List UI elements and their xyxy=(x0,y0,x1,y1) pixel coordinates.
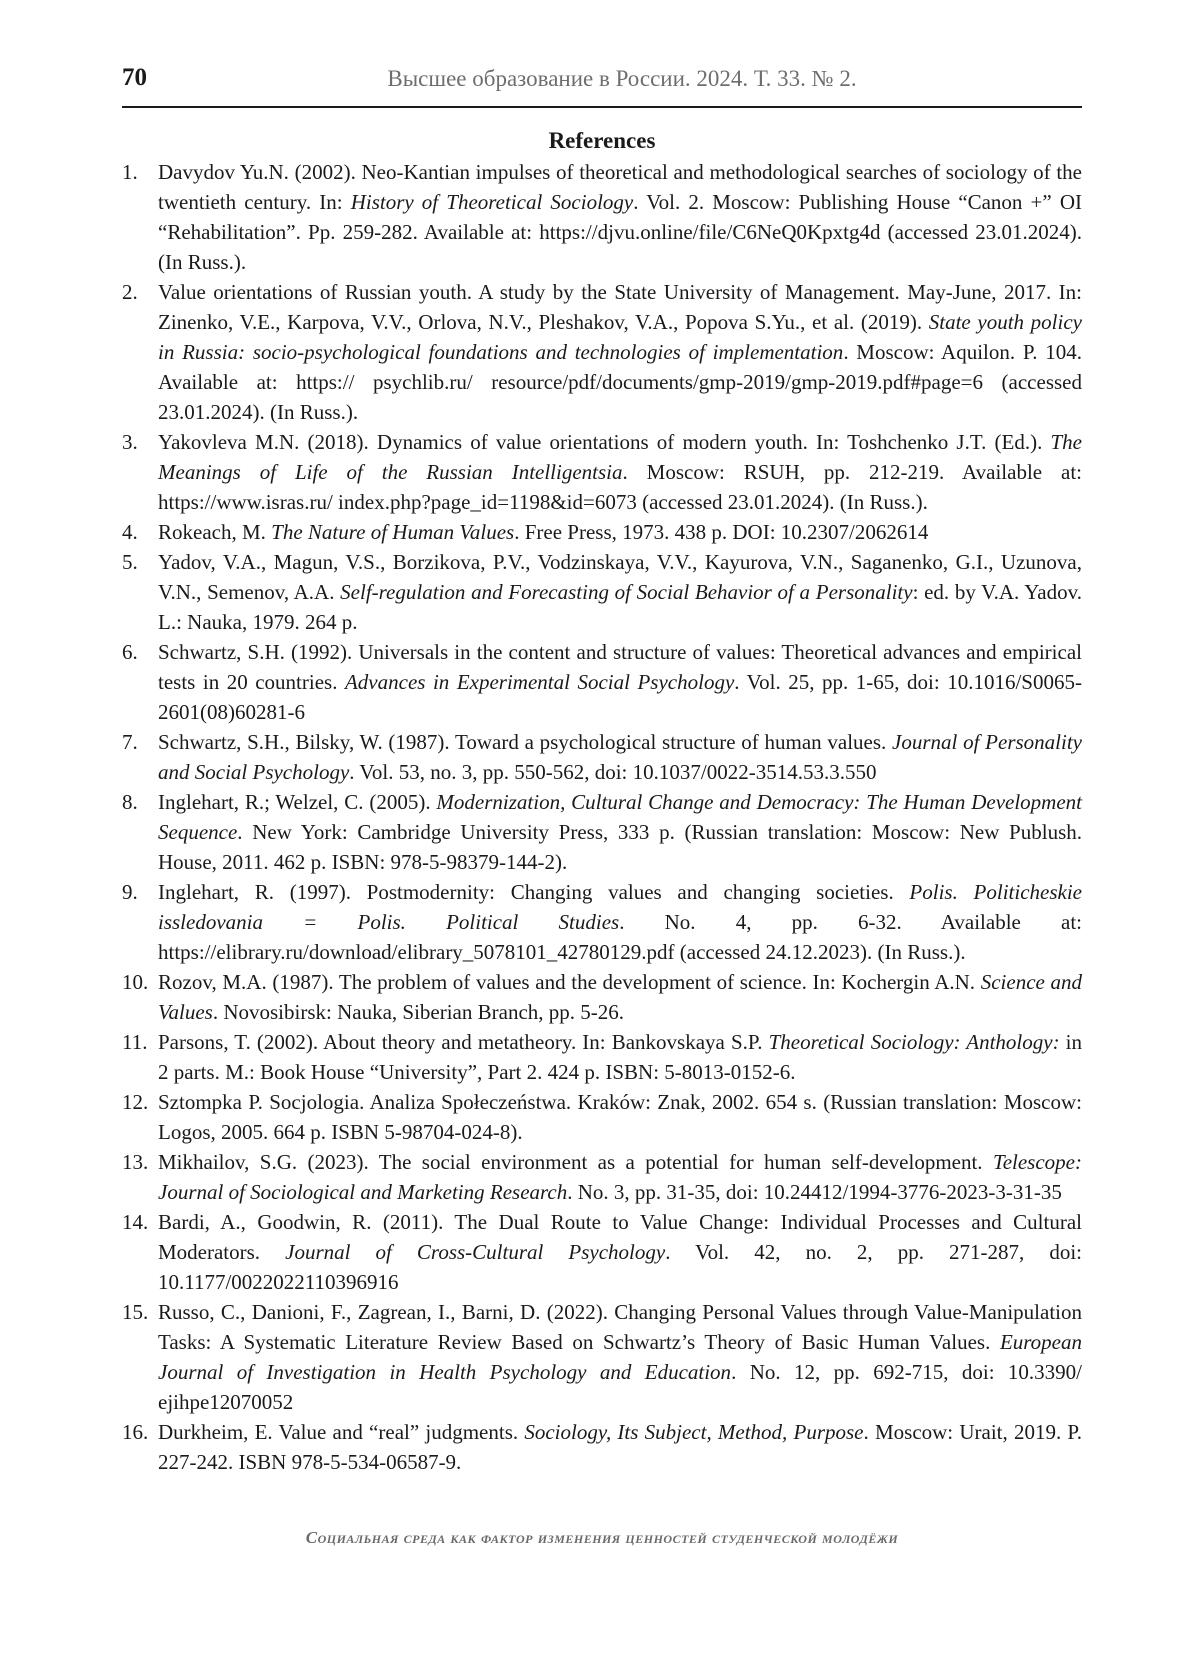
reference-source-title: Self-regulation and Forecasting of Social Behavior of a Personality xyxy=(340,580,913,604)
reference-text: Mikhailov, S.G. (2023). The social environment as a potential for human self-development. xyxy=(158,1150,993,1174)
reference-source-title: Science and Values xyxy=(158,970,1082,1024)
reference-source-title: Advances in Experimental Social Psychology xyxy=(344,670,735,694)
reference-text: Schwartz, S.H., Bilsky, W. (1987). Toward a psychological structure of human values. xyxy=(158,730,893,754)
reference-source-title: Polis. Politicheskie issledovania = Polis. Political Studies xyxy=(158,880,1083,934)
reference-item xyxy=(122,637,1082,727)
reference-item xyxy=(122,877,1082,967)
reference-text: Rozov, M.A. (1987). The problem of values and the development of science. In: Kochergin A.N. xyxy=(158,970,981,994)
reference-text: . No. 12, pp. 692-715, doi: 10.3390/ ejihpe12070052 xyxy=(158,1360,1082,1414)
journal-title: Высшее образование в России. 2024. Т. 33. № 2. xyxy=(387,66,857,91)
reference-text: Yadov, V.A., Magun, V.S., Borzikova, P.V., Vodzinskaya, V.V., Kayurova, V.N., Saganenko, G.I., Uzunova, V.N., Semenov, A.A. xyxy=(158,550,1082,604)
reference-number: 4. xyxy=(122,520,138,544)
reference-text: . Vol. 53, no. 3, pp. 550-562, doi: 10.1037/0022-3514.53.3.550 xyxy=(349,760,877,784)
reference-text: Value orientations of Russian youth. A study by the State University of Management. May-June, 2017. In: Zinenko, V.E., Karpova, V.V., Orlova, N.V., Pleshakov, V.A., Popova S.Yu., et al. (2019). xyxy=(158,280,1082,334)
reference-text: . Vol. 2. Moscow: Publishing House “Canon +” OI “Rehabilitation”. Pp. 259-282. Available at: https://djvu.online/file/C6NeQ0Kpxtg4d (accessed 23.01.2024). (In Russ.). xyxy=(158,190,1082,274)
reference-number: 9. xyxy=(122,880,138,904)
reference-item xyxy=(122,967,1082,1027)
reference-text: . No. 3, pp. 31-35, doi: 10.24412/1994-3776-2023-3-31-35 xyxy=(567,1180,1062,1204)
reference-text: Yakovleva M.N. (2018). Dynamics of value orientations of modern youth. In: Toshchenko J.T. (Ed.). xyxy=(158,430,1051,454)
reference-number: 3. xyxy=(122,430,138,454)
reference-text: Inglehart, R.; Welzel, C. (2005). xyxy=(158,790,437,814)
reference-item xyxy=(122,277,1082,427)
reference-text: . No. 4, pp. 6-32. Available at: https://elibrary.ru/download/elibrary_5078101_42780129.pdf (accessed 24.12.2023). (In Russ.). xyxy=(158,910,1083,964)
references-section xyxy=(122,126,1082,1477)
reference-text: . Vol. 42, no. 2, pp. 271-287, doi: 10.1177/0022022110396916 xyxy=(158,1240,1082,1294)
reference-number: 1. xyxy=(122,160,138,184)
reference-source-title: The Nature of Human Values xyxy=(271,520,515,544)
reference-text: Bardi, A., Goodwin, R. (2011). The Dual Route to Value Change: Individual Processes and Cultural Moderators. xyxy=(158,1210,1082,1264)
reference-text: in 2 parts. M.: Book House “University”, Part 2. 424 p. ISBN: 5-8013-0152-6. xyxy=(158,1030,1082,1084)
reference-item xyxy=(122,157,1082,277)
reference-text: . Moscow: Aquilon. P. 104. Available at: https:// psychlib.ru/ resource/pdf/documents/gmp-2019/gmp-2019.pdf#page=6 (accessed 23.01.2024). (In Russ.). xyxy=(158,340,1082,424)
reference-list xyxy=(122,157,1082,1477)
reference-text: . New York: Cambridge University Press, 333 p. (Russian translation: Moscow: New Publush. House, 2011. 462 p. ISBN: 978-5-98379-144-2). xyxy=(158,820,1082,874)
reference-text: . Novosibirsk: Nauka, Siberian Branch, pp. 5-26. xyxy=(212,1000,625,1024)
reference-item xyxy=(122,1087,1082,1147)
reference-item xyxy=(122,427,1082,517)
reference-number: 13. xyxy=(122,1150,149,1174)
references-heading: References xyxy=(548,128,656,153)
reference-number: 11. xyxy=(122,1030,148,1054)
reference-item xyxy=(122,517,1082,547)
reference-text: . Moscow: RSUH, pp. 212-219. Available at: https://www.isras.ru/ index.php?page_id=1198&id=6073 (accessed 23.01.2024). (In Russ.). xyxy=(158,460,1082,514)
reference-source-title: Modernization, Cultural Change and Democracy: The Human Development Sequence xyxy=(158,790,1082,844)
page-number: 70 xyxy=(122,64,147,91)
reference-number: 15. xyxy=(122,1300,149,1324)
reference-number: 10. xyxy=(122,970,149,994)
reference-source-title: The Meanings of Life of the Russian Intelligentsia xyxy=(158,430,1082,484)
reference-source-title: State youth policy in Russia: socio-psychological foundations and technologies of implementation xyxy=(158,310,1082,364)
reference-text: Inglehart, R. (1997). Postmodernity: Changing values and changing societies. xyxy=(158,880,910,904)
reference-number: 12. xyxy=(122,1090,149,1114)
reference-text: . Free Press, 1973. 438 p. DOI: 10.2307/2062614 xyxy=(514,520,929,544)
reference-number: 2. xyxy=(122,280,138,304)
reference-source-title: Telescope: Journal of Sociological and Marketing Research xyxy=(158,1150,1082,1204)
reference-item xyxy=(122,727,1082,787)
reference-number: 5. xyxy=(122,550,138,574)
reference-number: 14. xyxy=(122,1210,149,1234)
reference-source-title: European Journal of Investigation in Health Psychology and Education xyxy=(158,1330,1082,1384)
reference-item xyxy=(122,1147,1082,1207)
reference-text: Parsons, T. (2002). About theory and metatheory. In: Bankovskaya S.P. xyxy=(158,1030,769,1054)
reference-source-title: Sociology, Its Subject, Method, Purpose xyxy=(524,1420,864,1444)
reference-text: : ed. by V.A. Yadov. L.: Nauka, 1979. 264 p. xyxy=(158,580,1082,634)
reference-text: . Moscow: Urait, 2019. P. 227-242. ISBN 978-5-534-06587-9. xyxy=(158,1420,1083,1474)
reference-text: . Vol. 25, pp. 1-65, doi: 10.1016/S0065-2601(08)60281-6 xyxy=(158,670,1082,724)
reference-source-title: Journal of Cross-Cultural Psychology xyxy=(285,1240,666,1264)
reference-item xyxy=(122,1027,1082,1087)
reference-item xyxy=(122,547,1082,637)
reference-number: 7. xyxy=(122,730,138,754)
reference-number: 16. xyxy=(122,1420,149,1444)
reference-number: 6. xyxy=(122,640,138,664)
reference-text: Davydov Yu.N. (2002). Neo-Kantian impulses of theoretical and methodological searches of sociology of the twentieth century. In: xyxy=(158,160,1082,214)
reference-source-title: History of Theoretical Sociology xyxy=(350,190,634,214)
reference-item xyxy=(122,1417,1082,1477)
reference-item xyxy=(122,787,1082,877)
reference-number: 8. xyxy=(122,790,138,814)
reference-item xyxy=(122,1297,1082,1417)
reference-text: Schwartz, S.H. (1992). Universals in the content and structure of values: Theoretical advances and empirical tests in 20 countries. xyxy=(158,640,1082,694)
reference-item xyxy=(122,1207,1082,1297)
reference-text: Sztompka P. Socjologia. Analiza Społeczeństwa. Kraków: Znak, 2002. 654 s. (Russian translation: Moscow: Logos, 2005. 664 p. ISBN 5-98704-024-8). xyxy=(158,1090,1082,1144)
reference-text: Russo, C., Danioni, F., Zagrean, I., Barni, D. (2022). Changing Personal Values through Value-Manipulation Tasks: A Systematic Literature Review Based on Schwartz’s Theory of Basic Human Values. xyxy=(158,1300,1082,1354)
reference-text: Durkheim, E. Value and “real” judgments. xyxy=(158,1420,525,1444)
page-header xyxy=(122,58,1082,108)
reference-source-title: Journal of Personality and Social Psychology xyxy=(158,730,1082,784)
reference-source-title: Theoretical Sociology: Anthology: xyxy=(768,1030,1060,1054)
running-footer: Социальная среда как фактор изменения ценностей студенческой молодёжи xyxy=(305,1528,899,1547)
reference-text: Rokeach, M. xyxy=(158,520,272,544)
